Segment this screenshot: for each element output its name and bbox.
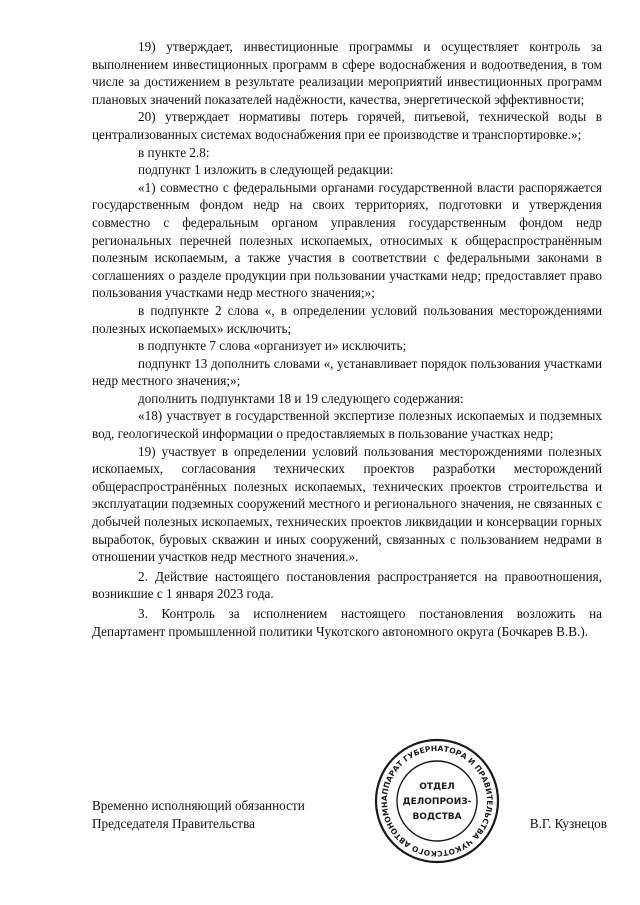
- signatory-title-line2: Председателя Правительства: [92, 815, 255, 831]
- paragraph-19-investment: 19) утверждает, инвестиционные программы и осуществляет контроль за выполнением инвестиционных программ в сфере водоснабжения и водоотведения, в том числе за достижением в результате реализации мероприятий инвестиционных программ плановых значений показателей надёжности, качества, энергетической эффективности;: [92, 39, 602, 107]
- stamp-seal-graphic: [372, 736, 502, 866]
- paragraph-item-3: 3. Контроль за исполнением настоящего постановления возложить на Департамент промышленной политики Чукотского автономного округа (Бочкарев В.В.).: [92, 606, 602, 639]
- paragraph-20-water-loss: 20) утверждает нормативы потерь горячей, питьевой, технической воды в централизованных системах водоснабжения при ее производстве и транспортировке.»;: [92, 109, 602, 142]
- stamp-center-line2: ДЕЛОПРОИЗ-: [402, 797, 472, 807]
- paragraph-19-conditions: 19) участвует в определении условий пользования месторождениями полезных ископаемых, согласования технических проектов разработки месторождений общераспространённых полезных ископаемых, технических проектов строительства и эксплуатации подземных сооружений местного и регионального значения, не связанных с добычей полезных ископаемых, технических проектов ликвидации и консервации горных выработок, буровых скважин и иных сооружений, связанных с пользованием недрами в отношении участков недр местного значения.».: [92, 443, 602, 565]
- paragraph-subpoint-1-intro: подпункт 1 изложить в следующей редакции:: [138, 162, 394, 178]
- signatory-title: [92, 797, 305, 832]
- signature-block: [92, 797, 607, 837]
- office-stamp: [372, 736, 502, 866]
- paragraph-point-2-8: в пункте 2.8:: [138, 144, 210, 160]
- paragraph-add-18-19: дополнить подпунктами 18 и 19 следующего содержания:: [138, 390, 464, 406]
- paragraph-subpoint-7: в подпункте 7 слова «организует и» исключить;: [138, 338, 407, 354]
- paragraph-subpoint-13: подпункт 13 дополнить словами «, устанавливает порядок пользования участками недр местного значения;»;: [92, 355, 602, 389]
- stamp-center-line1: ОТДЕЛ: [419, 782, 455, 792]
- paragraph-item-2: 2. Действие настоящего постановления распространяется на правоотношения, возникшие с 1 января 2023 года.: [92, 568, 602, 602]
- stamp-ring-text: АППАРАТ ГУБЕРНАТОРА И ПРАВИТЕЛЬСТВА ЧУКОТСКОГО АВТОНОМН: [379, 743, 495, 859]
- signatory-title-line1: Временно исполняющий обязанности: [92, 798, 305, 813]
- stamp-center-line3: ВОДСТВА: [412, 812, 462, 822]
- paragraph-subpoint-1-text: «1) совместно с федеральными органами государственной власти распоряжается государственным фондом недр на своих территориях, подготовки и утверждения совместно с федеральным органом управления государственным фондом недр региональных перечней полезных ископаемых, относимых к общераспространённым полезным ископаемым, а также участия в соответствии с федеральными законами в соглашениях о разделе продукции при пользовании участками недр; предоставляет право пользования участками недр местного значения;»;: [92, 179, 602, 301]
- paragraph-18-expertise: «18) участвует в государственной экспертизе полезных ископаемых и подземных вод, геологической информации о предоставляемых в пользование участках недр;: [92, 408, 602, 442]
- paragraph-subpoint-2: в подпункте 2 слова «, в определении условий пользования месторождениями полезных ископаемых» исключить;: [92, 302, 602, 336]
- document-body: [92, 38, 602, 640]
- signatory-name: В.Г. Кузнецов: [529, 816, 607, 831]
